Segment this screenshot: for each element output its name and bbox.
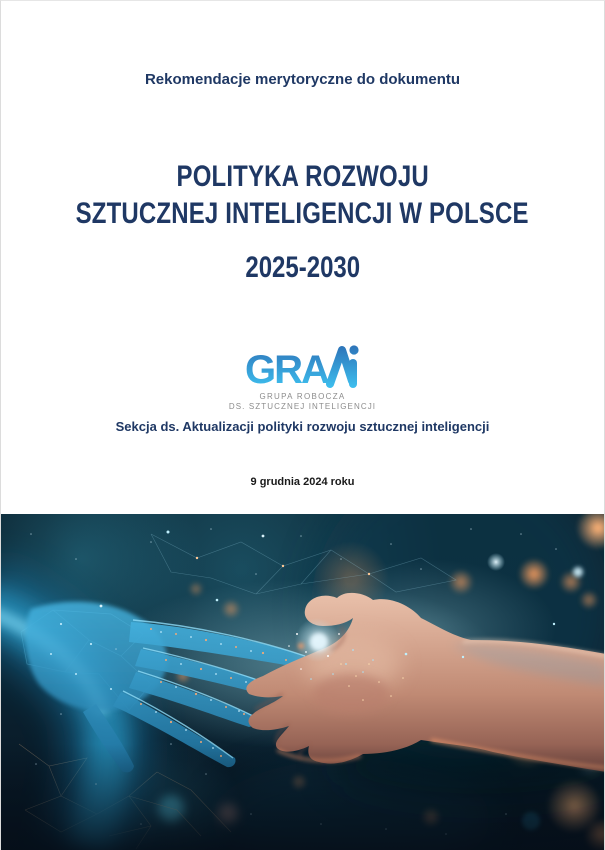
title-years: 2025-2030 [245,251,360,284]
header-note: Rekomendacje merytoryczne do dokumentu [144,71,461,88]
logo-acronym-text: GRA [244,348,328,389]
page-title [1,158,604,232]
title-line-1: POLITYKA ROZWOJU [176,160,429,193]
logo-org-line-1: GRUPA ROBOCZA [259,392,346,401]
section-label: Sekcja ds. Aktualizacji polityki rozwoju sztucznej inteligencji [115,419,490,434]
grai-logo-graphic [245,343,361,389]
ai-glyph-icon [330,350,353,384]
ai-glyph-dot [349,345,358,354]
hero-image-ai-human-hands [1,514,605,850]
logo-org-line-2: DS. SZTUCZNEJ INTELIGENCJI [228,402,377,411]
grai-logo [1,343,604,394]
title-line-2: SZTUCZNEJ INTELIGENCJI W POLSCE [76,197,529,230]
date-label: 9 grudnia 2024 roku [250,476,355,488]
